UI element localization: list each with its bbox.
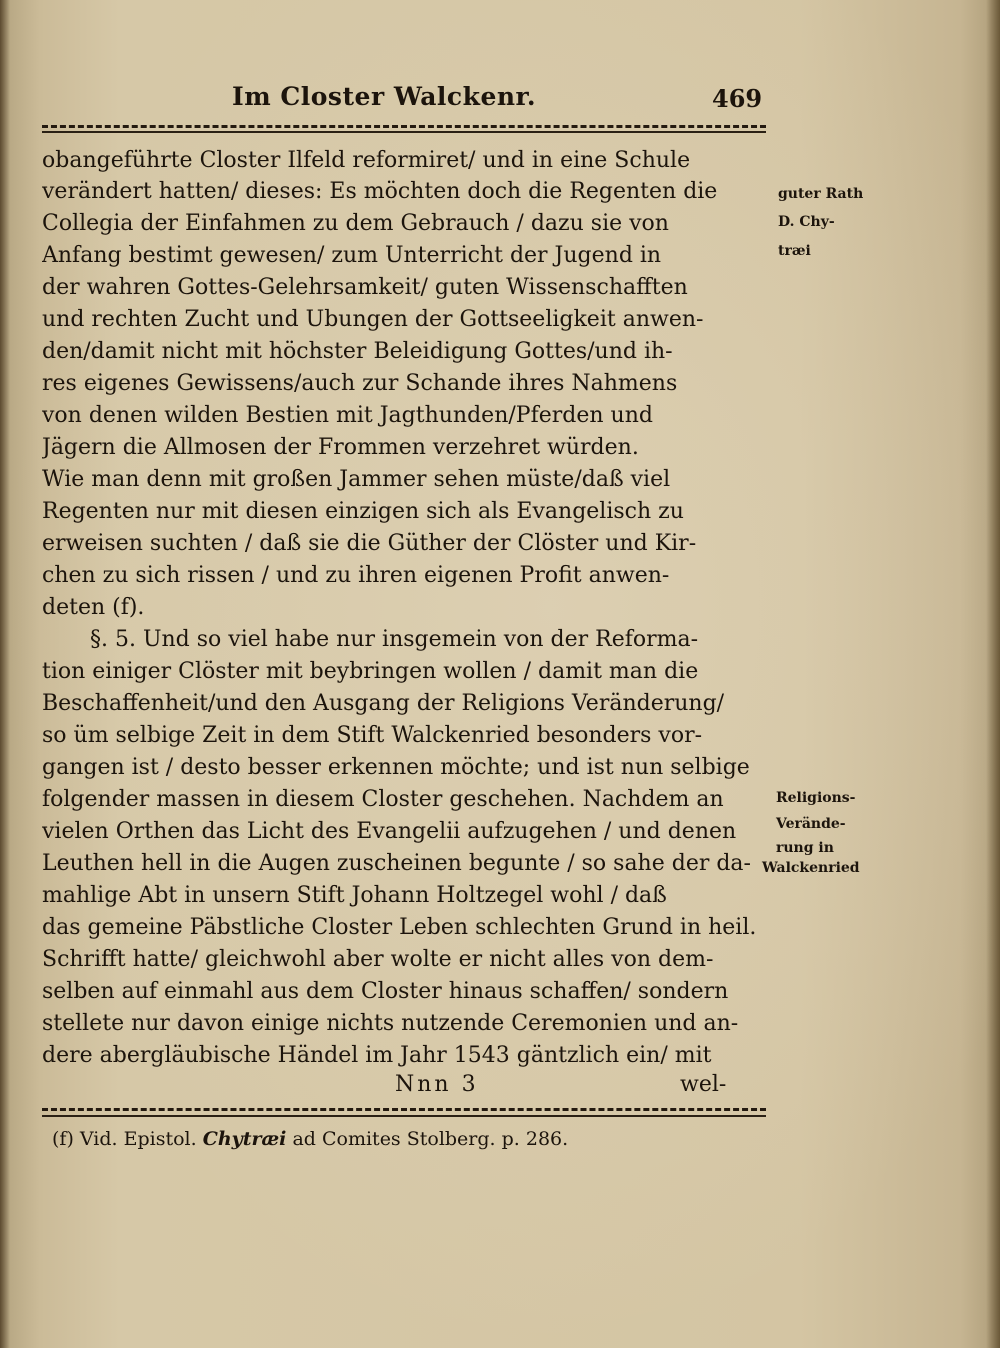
text-line: deten (f). <box>42 595 145 620</box>
page-number: 469 <box>712 84 763 113</box>
text-line: der wahren Gottes-Gelehrsamkeit/ guten Wissenschafften <box>42 275 688 300</box>
text-line: so üm selbige Zeit in dem Stift Walckenried besonders vor- <box>42 723 703 748</box>
text-line: Jägern die Allmosen der Frommen verzehret würden. <box>42 435 639 460</box>
header-rule <box>42 131 766 133</box>
text-line: und rechten Zucht und Ubungen der Gottseeligkeit anwen- <box>42 307 704 332</box>
footnote <box>52 1128 568 1150</box>
text-line: gangen ist / desto besser erkennen möchte; und ist nun selbige <box>42 755 750 780</box>
text-line: das gemeine Päbstliche Closter Leben schlechten Grund in heil. <box>42 915 757 940</box>
margin-note: Religions- <box>776 790 856 806</box>
text-line: chen zu sich rissen / und zu ihren eigenen Profit anwen- <box>42 563 670 588</box>
signature-mark: Nnn 3 <box>395 1072 479 1097</box>
catchword: wel- <box>680 1072 727 1097</box>
text-line: erweisen suchten / daß sie die Güther der Clöster und Kir- <box>42 531 697 556</box>
footnote-author: Chytræi <box>202 1128 287 1150</box>
text-line: Schrifft hatte/ gleichwohl aber wolte er nicht alles von dem- <box>42 947 714 972</box>
margin-note: Walckenried <box>762 860 860 876</box>
text-line: Leuthen hell in die Augen zuscheinen begunte / so sahe der da- <box>42 851 751 876</box>
text-line: folgender massen in diesem Closter geschehen. Nachdem an <box>42 787 724 812</box>
text-line: mahlige Abt in unsern Stift Johann Holtzegel wohl / daß <box>42 883 667 908</box>
margin-note: rung in <box>776 840 834 856</box>
footer-rule-dashed <box>42 1108 766 1114</box>
text-line: Collegia der Einfahmen zu dem Gebrauch / dazu sie von <box>42 211 669 236</box>
text-line: Regenten nur mit diesen einzigen sich als Evangelisch zu <box>42 499 684 524</box>
section-start-line: §. 5. Und so viel habe nur insgemein von der Reforma- <box>90 627 699 652</box>
text-line: vielen Orthen das Licht des Evangelii aufzugehen / und denen <box>42 819 737 844</box>
text-line: res eigenes Gewissens/auch zur Schande ihres Nahmens <box>42 371 678 396</box>
footnote-text: Vid. Epistol. <box>79 1128 197 1150</box>
text-line: den/damit nicht mit höchster Beleidigung Gottes/und ih- <box>42 339 673 364</box>
footer-rule <box>42 1115 766 1117</box>
margin-note: guter Rath <box>778 186 864 202</box>
text-line: von denen wilden Bestien mit Jagthunden/Pferden und <box>42 403 653 428</box>
text-line: stellete nur davon einige nichts nutzende Ceremonien und an- <box>42 1011 739 1036</box>
text-line: Anfang bestimt gewesen/ zum Unterricht der Jugend in <box>42 243 662 268</box>
running-title: Im Closter Walckenr. <box>232 82 537 111</box>
margin-note: D. Chy- <box>778 214 835 230</box>
margin-note: træi <box>778 243 811 259</box>
text-line: Beschaffenheit/und den Ausgang der Religions Veränderung/ <box>42 691 725 716</box>
text-line: dere abergläubische Händel im Jahr 1543 gäntzlich ein/ mit <box>42 1043 712 1068</box>
text-line: selben auf einmahl aus dem Closter hinaus schaffen/ sondern <box>42 979 729 1004</box>
text-line: verändert hatten/ dieses: Es möchten doch die Regenten die <box>42 179 718 204</box>
text-line: tion einiger Clöster mit beybringen wollen / damit man die <box>42 659 699 684</box>
margin-note: Verände- <box>776 816 846 832</box>
footnote-text-end: ad Comites Stolberg. p. 286. <box>292 1128 569 1150</box>
text-line: obangeführte Closter Ilfeld reformiret/ und in eine Schule <box>42 148 691 173</box>
footnote-mark: (f) <box>52 1128 74 1150</box>
text-line: Wie man denn mit großen Jammer sehen müste/daß viel <box>42 467 671 492</box>
